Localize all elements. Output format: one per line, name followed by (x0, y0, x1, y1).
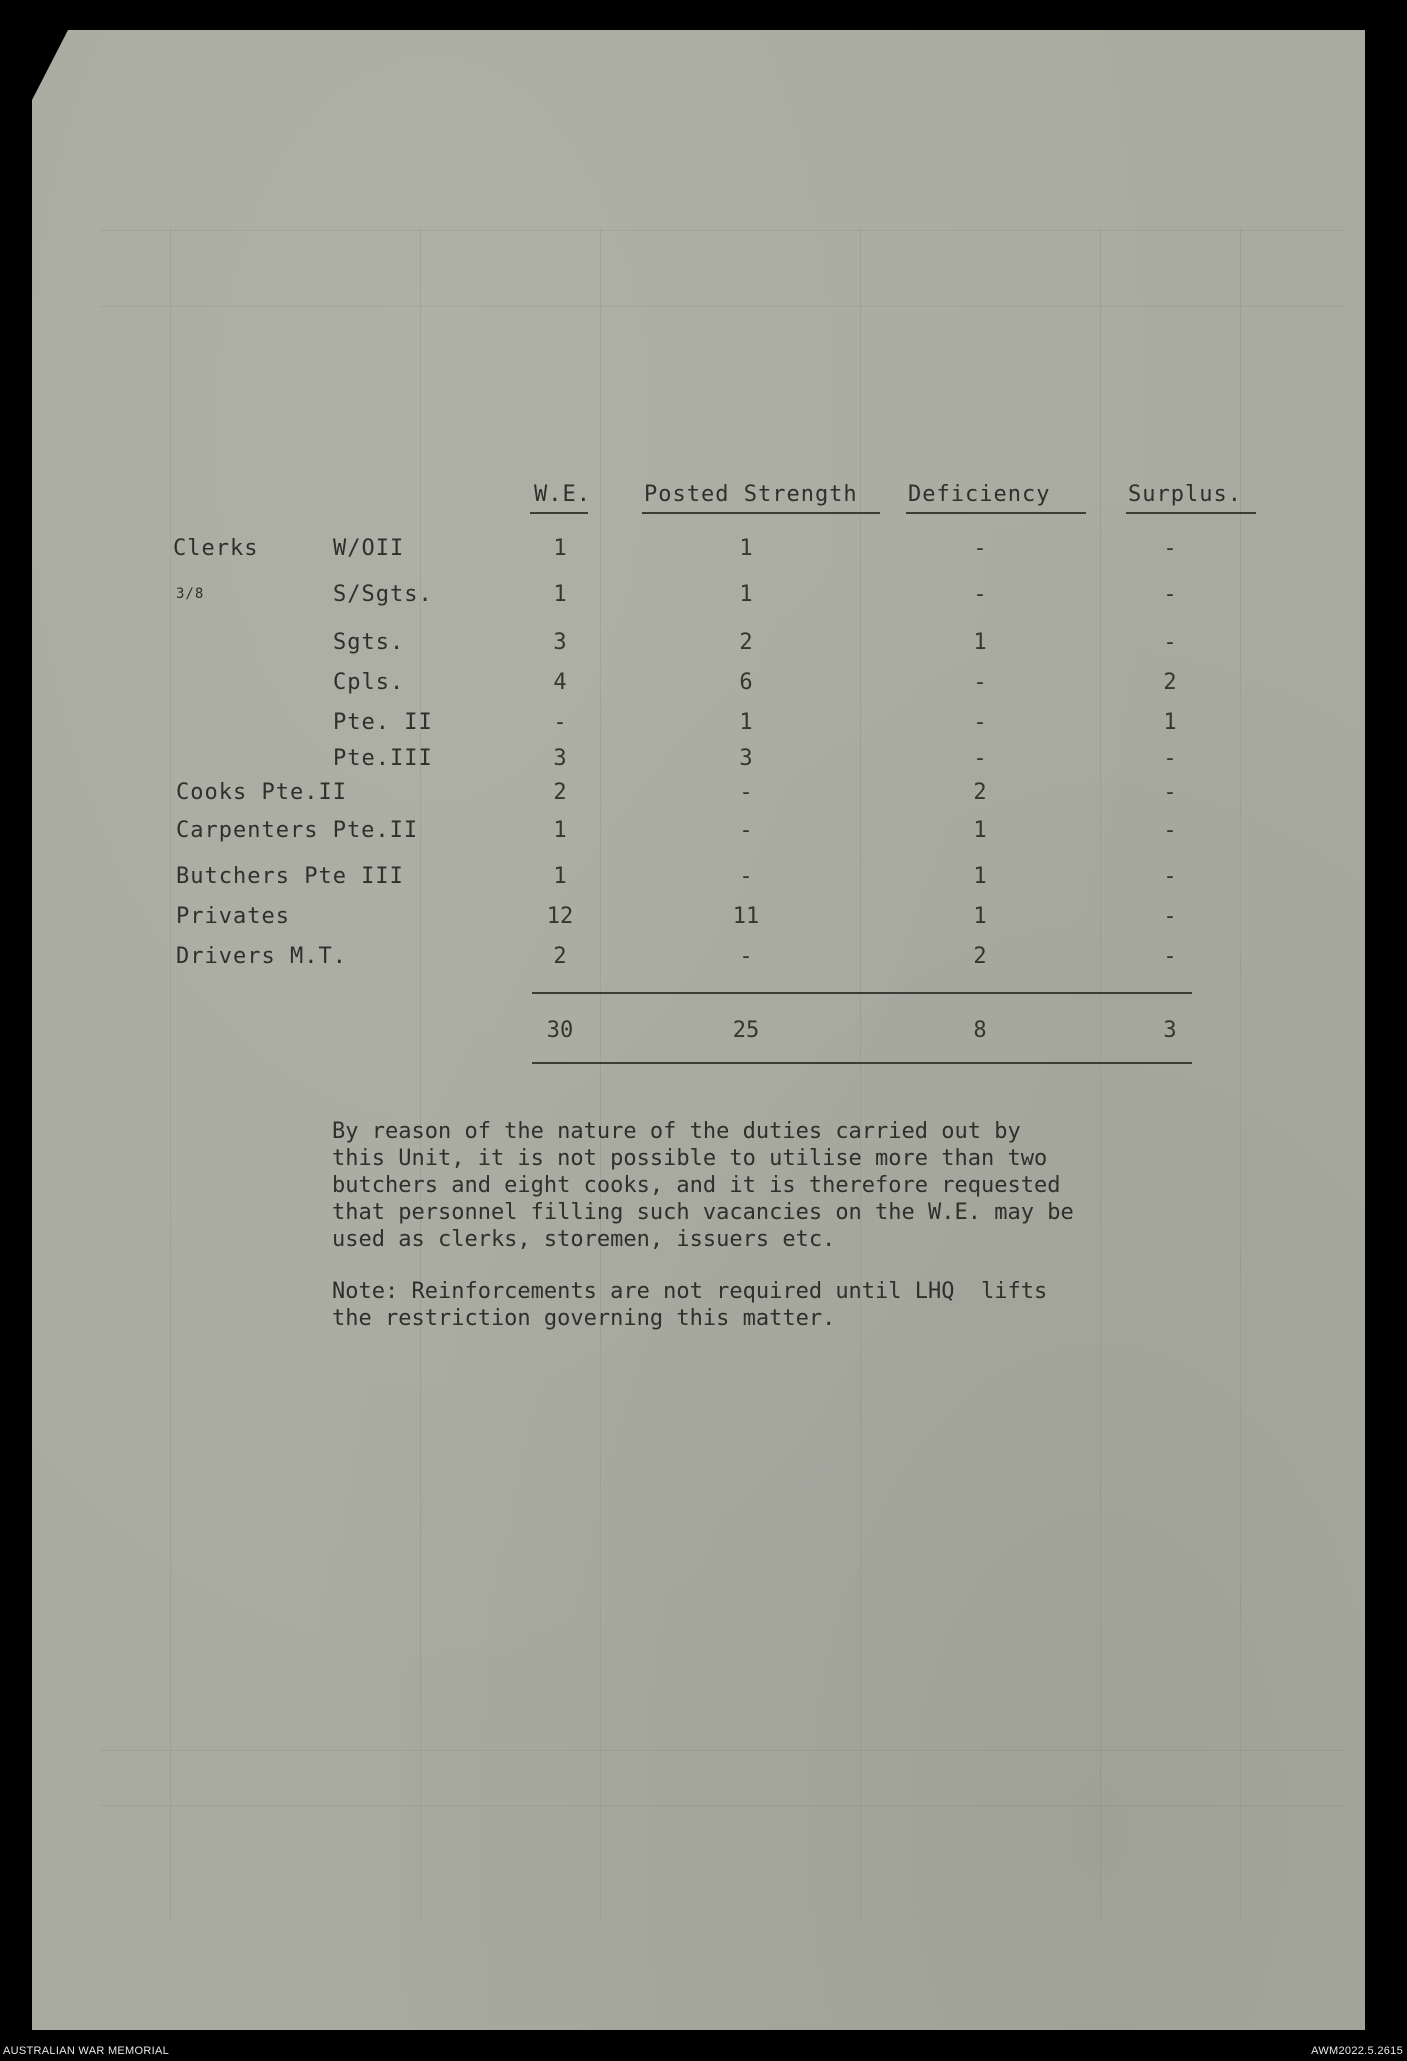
cell-we: 1 (553, 536, 567, 561)
header-posted-strength: Posted Strength (644, 482, 858, 507)
cell-surplus: - (1163, 818, 1177, 843)
category-subnote: 3/8 (176, 586, 205, 602)
show-through-line (100, 1750, 1347, 1751)
cell-we: 2 (553, 780, 567, 805)
cell-deficiency: 2 (973, 780, 987, 805)
totals-rule-top (532, 992, 1192, 994)
cell-deficiency: 1 (973, 904, 987, 929)
cell-posted: 1 (739, 536, 753, 561)
header-underline (642, 512, 880, 514)
show-through-line (100, 1805, 1347, 1806)
show-through-line (420, 228, 421, 1921)
show-through-line (100, 306, 1347, 307)
footer-item-id: AWM2022.5.2615 (1311, 2045, 1403, 2057)
cell-we: 3 (553, 630, 567, 655)
total-surplus: 3 (1163, 1018, 1177, 1043)
cell-deficiency: - (973, 746, 987, 771)
cell-posted: 6 (739, 670, 753, 695)
cell-surplus: - (1163, 582, 1177, 607)
row-label: Privates (176, 904, 290, 929)
row-label: Cpls. (333, 670, 405, 695)
cell-we: 1 (553, 864, 567, 889)
header-surplus: Surplus. (1128, 482, 1242, 507)
paragraph-line: that personnel filling such vacancies on the W.E. may be (332, 1200, 1074, 1225)
header-underline (1126, 512, 1256, 514)
cell-we: 12 (546, 904, 574, 929)
show-through-line (170, 228, 171, 1921)
cell-surplus: - (1163, 904, 1177, 929)
cell-we: 1 (553, 582, 567, 607)
header-underline (530, 512, 588, 514)
cell-surplus: - (1163, 746, 1177, 771)
cell-deficiency: 1 (973, 630, 987, 655)
torn-corner (32, 30, 68, 100)
show-through-line (860, 228, 861, 1921)
cell-surplus: - (1163, 864, 1177, 889)
row-label: Cooks Pte.II (176, 780, 347, 805)
note-line: the restriction governing this matter. (332, 1306, 836, 1331)
cell-posted: 2 (739, 630, 753, 655)
cell-we: - (553, 710, 567, 735)
row-label: Drivers M.T. (176, 944, 347, 969)
cell-surplus: - (1163, 630, 1177, 655)
row-label: S/Sgts. (333, 582, 433, 607)
header-deficiency: Deficiency (908, 482, 1051, 507)
show-through-line (600, 228, 601, 1921)
row-label: W/OII (333, 536, 405, 561)
cell-surplus: - (1163, 536, 1177, 561)
archive-footer (0, 2031, 1407, 2061)
header-we: W.E. (534, 482, 591, 507)
cell-deficiency: - (973, 582, 987, 607)
total-deficiency: 8 (973, 1018, 987, 1043)
cell-we: 2 (553, 944, 567, 969)
cell-posted: - (739, 780, 753, 805)
cell-posted: 3 (739, 746, 753, 771)
category-clerks: Clerks (173, 536, 259, 561)
cell-we: 4 (553, 670, 567, 695)
paragraph-line: this Unit, it is not possible to utilise more than two (332, 1146, 1048, 1171)
cell-surplus: - (1163, 780, 1177, 805)
cell-deficiency: - (973, 536, 987, 561)
note-line: Note: Reinforcements are not required until LHQ lifts (332, 1279, 1048, 1304)
row-label: Sgts. (333, 630, 405, 655)
show-through-line (1100, 228, 1101, 1921)
cell-deficiency: 2 (973, 944, 987, 969)
total-posted: 25 (732, 1018, 760, 1043)
cell-deficiency: 1 (973, 818, 987, 843)
cell-posted: - (739, 864, 753, 889)
totals-rule-bottom (532, 1062, 1192, 1064)
paragraph-line: butchers and eight cooks, and it is therefore requested (332, 1173, 1061, 1198)
cell-surplus: - (1163, 944, 1177, 969)
row-label: Carpenters Pte.II (176, 818, 419, 843)
cell-posted: 1 (739, 710, 753, 735)
paragraph-line: By reason of the nature of the duties carried out by (332, 1119, 1021, 1144)
cell-surplus: 2 (1163, 670, 1177, 695)
cell-deficiency: - (973, 670, 987, 695)
cell-surplus: 1 (1163, 710, 1177, 735)
cell-posted: 1 (739, 582, 753, 607)
row-label: Pte. II (333, 710, 433, 735)
cell-posted: - (739, 944, 753, 969)
cell-we: 1 (553, 818, 567, 843)
show-through-line (100, 230, 1347, 231)
cell-deficiency: - (973, 710, 987, 735)
cell-posted: 11 (732, 904, 760, 929)
total-we: 30 (546, 1018, 574, 1043)
cell-we: 3 (553, 746, 567, 771)
footer-archive-name: AUSTRALIAN WAR MEMORIAL (3, 2045, 170, 2057)
row-label: Butchers Pte III (176, 864, 404, 889)
header-underline (906, 512, 1086, 514)
paragraph-line: used as clerks, storemen, issuers etc. (332, 1227, 836, 1252)
cell-posted: - (739, 818, 753, 843)
row-label: Pte.III (333, 746, 433, 771)
cell-deficiency: 1 (973, 864, 987, 889)
